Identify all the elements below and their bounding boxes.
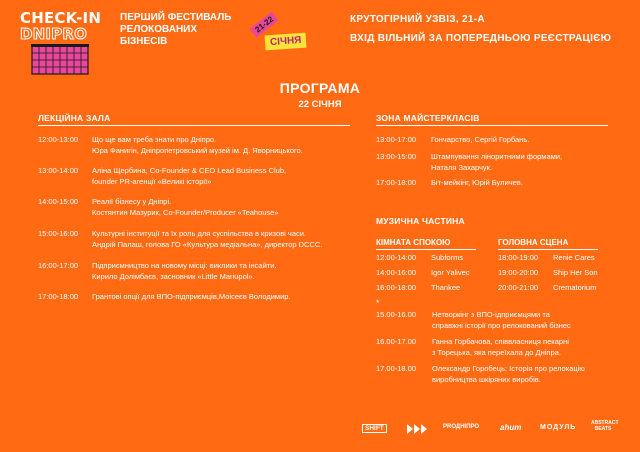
slot-time: 14:00-16:00: [376, 268, 417, 277]
main-stage-title: ГОЛОВНА СЦЕНА: [498, 238, 569, 247]
lecture-time: 17:00-18:00: [38, 292, 79, 301]
workshop-time: 17:00-18:00: [376, 178, 417, 187]
lecture-time: 15:00-16:00: [38, 229, 79, 238]
slot-artist: Thankee: [431, 283, 461, 292]
sponsor-logo: PRОДНІПРО: [443, 424, 480, 430]
sponsor-logo: ahum: [500, 423, 522, 432]
slot-artist: Crematorium: [553, 283, 597, 292]
lecture-time: 16:00-17:00: [38, 261, 79, 270]
festival-line-1: ПЕРШИЙ ФЕСТИВАЛЬ: [120, 12, 232, 23]
slot-artist: Subforms: [431, 253, 464, 262]
lecture-time: 12:00-13:00: [38, 135, 79, 144]
music-title: МУЗИЧНА ЧАСТИНА: [376, 216, 465, 226]
workshops-divider: [376, 125, 608, 126]
main-stage-divider: [498, 249, 598, 250]
sponsor-logo: SHIFT: [362, 424, 387, 433]
lecture-hall-divider: [38, 125, 350, 126]
sponsor-logo: МОДУЛЬ: [540, 424, 577, 431]
slot-time: 20:00-21:00: [498, 283, 539, 292]
lecture-line: Костянтин Мазурик, Co-Founder/Producer «Teahouse»: [92, 207, 279, 217]
sponsor-logo: ABSTRACT BEATS: [591, 420, 619, 432]
networking-line: виробництва шкіряних виробів.: [432, 374, 541, 384]
lecture-line: Реалії бізнесу у Дніпрі.: [92, 197, 172, 206]
lecture-line: Юра Фанигін, Дніпропетровський музей ім. Д. Яворницького.: [92, 145, 303, 155]
networking-line: справжні історії про релокований бізнес: [432, 320, 571, 330]
program-title: ПРОГРАМА: [279, 80, 361, 96]
lecture-line: Що ще вам треба знати про Дніпро.: [92, 135, 217, 144]
slot-time: 16:00-18:00: [376, 283, 417, 292]
venue-entry: ВХІД ВІЛЬНИЙ ЗА ПОПЕРЕДНЬОЮ РЕЄСТРАЦІЄЮ: [350, 33, 612, 44]
logo: [20, 10, 106, 76]
lecture-line: Підприємництво на новому місці: виклики та інсайти.: [92, 261, 277, 270]
lecture-hall-title: ЛЕКЦІЙНА ЗАЛА: [38, 113, 111, 123]
networking-time: 15.00-16.00: [376, 310, 417, 319]
slot-time: 19:00-20:00: [498, 268, 539, 277]
workshop-line: Гончарство, Сергій Горбань.: [431, 135, 530, 144]
program-date: 22 СІЧНЯ: [298, 99, 342, 110]
logo-line-1: CHECK-IN: [20, 9, 102, 27]
workshop-line: Біт-мейкінг, Юрій Буличев.: [431, 178, 523, 187]
quiet-room-divider: [376, 249, 476, 250]
slot-time: 18:00-19:00: [498, 253, 539, 262]
slot-time: 12:00-14:00: [376, 253, 417, 262]
workshops-title: ЗОНА МАЙСТЕРКЛАСІВ: [376, 113, 480, 123]
slot-artist: Renie Cares: [553, 253, 595, 262]
month-sticker: СІЧНЯ: [265, 33, 307, 51]
lecture-line: Грантові опції для ВПО-підприємців,Моісеєв Володимир.: [92, 292, 291, 301]
lecture-time: 14:00-15:00: [38, 197, 79, 206]
date-range-sticker: 21-22: [250, 11, 279, 37]
festival-title: [120, 12, 231, 48]
lecture-line: Кирило Долімбаєв, засновник «Little Mariupol».: [92, 271, 255, 281]
networking-line: Олександр Горобець: Історія про релокацію: [432, 364, 585, 373]
logo-line-2: DNIPRO: [20, 25, 88, 43]
networking-line: Ганна Горбачова, співвласниця пекарні: [432, 337, 569, 346]
festival-line-2: РЕЛОКОВАНИХ: [120, 24, 198, 35]
lecture-line: founder PR-агенції «Великі історії»: [92, 176, 212, 186]
slot-artist: Ship Her Son: [553, 268, 598, 277]
venue-address: КРУТОГІРНИЙ УЗВІЗ, 21-А: [350, 14, 485, 25]
workshop-line: Наталя Захарчук.: [431, 162, 493, 172]
workshop-line: Штампування ліноритними формами,: [431, 152, 563, 161]
festival-line-3: БІЗНЕСІВ: [120, 36, 168, 47]
networking-line: з Торецька, яка переїхала до Дніпра.: [432, 347, 561, 357]
lecture-time: 13:00-14:00: [38, 166, 79, 175]
networking-time: 17.00-18.00: [376, 364, 417, 373]
sponsor-mark-icon: [407, 424, 427, 434]
lecture-line: Андрій Палаш, голова ГО «Культура медіальна», директор DCCC.: [92, 239, 323, 249]
networking-time: 16.00-17.00: [376, 337, 417, 346]
lecture-line: Аліна Щербина, Co-Founder & CEO Lead Business Club,: [92, 166, 287, 175]
networking-line: Нетворкінг з ВПО-ідприємцями та: [432, 310, 550, 319]
lecture-line: Культурні інституції та їх роль для суспільства в кризові часи.: [92, 229, 307, 238]
quiet-room-title: КІМНАТА СПОКОЮ: [376, 238, 451, 247]
slot-artist: Igor Yalivec: [431, 268, 470, 277]
crate-icon: [30, 42, 90, 76]
workshop-time: 13:00-17:00: [376, 135, 417, 144]
workshop-time: 13:00-15:00: [376, 152, 417, 161]
networking-star: *: [376, 298, 380, 308]
